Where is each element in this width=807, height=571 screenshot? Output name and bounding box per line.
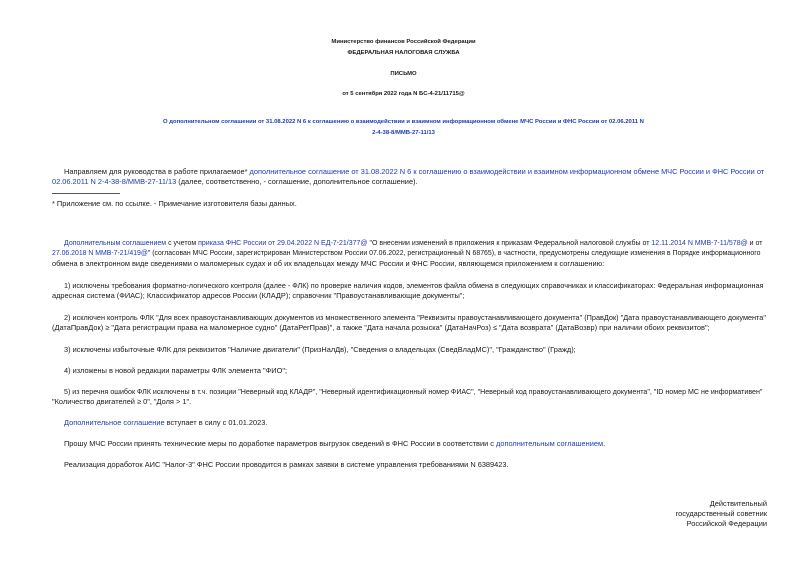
supplementary-agreement-link-4[interactable]: дополнительным соглашением: [496, 439, 604, 448]
footnote-separator: [52, 193, 120, 194]
signature-line-2: государственный советник: [675, 509, 767, 518]
supplementary-agreement-link-cont[interactable]: 02.06.2011 N 2-4-38-8/ММВ-27-11/13: [52, 177, 177, 186]
fns-order-link[interactable]: приказа ФНС России от 29.04.2022 N ЕД-7-21/377@: [198, 240, 368, 247]
item-1-line-2: адресная система (ФИАС); Классификатор адресов России (КЛАДР); справочник "Правоустанавливающие документы";: [52, 291, 465, 300]
paragraph-2-line-3: обмена в электронном виде сведениями о маломерных судах и об их владельцах между МЧС России и ФНС России, являющемся приложением к соглашению:: [52, 259, 605, 268]
p2-text-b: "О внесении изменений в приложения к приказам Федеральной налоговой службы от: [367, 240, 652, 247]
supplementary-agreement-link-2[interactable]: Дополнительным соглашением: [64, 240, 167, 247]
item-2-line-2: (ДатаПравДок) ≥ "Дата регистрации права на маломерное судно" (ДатаРегПрав)", а также "Дата начала розыска" (ДатаНачРоз) ≤ "Дата возврата" (ДатаВозвр) при наличии обоих реквизитов";: [52, 323, 710, 332]
document-title-line-1: О дополнительном соглашении от 31.08.2022 N 6 к соглашению о взаимодействии и взаимном информационном обмене МЧС России и ФНС России от 02.06.2011 N: [163, 119, 644, 125]
p2-text-c: и от: [747, 240, 763, 247]
signature-line-1: Действительный: [709, 499, 767, 508]
item-5-line-1: 5) из перечня ошибок ФЛК исключены в т.ч. позиции "Неверный код КЛАДР", "Неверный идентификационный номер ФИАС", "Неверный код правоустанавливающего документа", "ID номер МС не информативен": [64, 388, 763, 396]
item-5-line-2: "Количество двигателей ≥ 0", "Доля > 1".: [52, 397, 192, 406]
paragraph-1-line-1: [64, 167, 764, 177]
effective-date-text: вступает в силу с 01.01.2023.: [164, 418, 268, 427]
request-text: Прошу МЧС России принять технические меры по доработке параметров выгрузок сведений в ФНС России в соответствии с: [64, 439, 497, 448]
order-578-link[interactable]: 12.11.2014 N ММВ-7-11/578@: [651, 240, 748, 247]
paragraph-2-line-1: [64, 239, 762, 249]
ministry-name: Министерство финансов Российской Федерации: [331, 39, 476, 45]
effective-date-paragraph: [64, 418, 267, 428]
item-3: 3) исключены избыточные ФЛК для реквизитов "Наличие двигатели" (ПризНалДв), "Сведения о владельцах (СведВладМС)", "Гражданство" (Гражд);: [64, 345, 576, 354]
request-paragraph: [64, 439, 605, 449]
p2-text-a: с учетом: [166, 240, 199, 247]
p2-text-d: " (согласован МЧС России, зарегистрирован Министерством России 07.06.2022, регистрационный N 68765), в частности, предусмотрены следующие изменения в Порядке информационного: [147, 250, 761, 257]
footnote: * Приложение см. по ссылке. - Примечание изготовителя базы данных.: [52, 199, 297, 208]
paragraph-1-line-2: [52, 177, 418, 187]
supplementary-agreement-link[interactable]: дополнительное соглашение от 31.08.2022 N 6 к соглашению о взаимодействии и взаимном информационном обмене МЧС России и ФНС России от: [249, 167, 765, 176]
item-2-line-1: 2) исключен контроль ФЛК "Для всех правоустанавливающих документов из множественного элемента "Реквизиты правоустанавливающего документа" (ПравДок) "Дата правоустанавливающего документа": [64, 313, 766, 322]
paragraph-1-tail: (далее, соответственно, - соглашение, дополнительное соглашение).: [176, 177, 418, 186]
document-type: ПИСЬМО: [390, 71, 417, 77]
document-title-line-2: 2-4-38-8/ММВ-27-11/13: [372, 130, 435, 136]
request-end: .: [603, 439, 606, 448]
item-4: 4) изложены в новой редакции параметры ФЛК элемента "ФИО";: [64, 366, 288, 375]
service-name: ФЕДЕРАЛЬНАЯ НАЛОГОВАЯ СЛУЖБА: [347, 50, 460, 56]
paragraph-2-line-2: [52, 249, 760, 259]
order-419-link[interactable]: 27.06.2018 N ММВ-7-21/419@: [52, 250, 148, 257]
supplementary-agreement-link-3[interactable]: Дополнительное соглашение: [64, 418, 165, 427]
item-1-line-1: 1) исключены требования форматно-логического контроля (далее - ФЛК) по проверке наличия кодов, элементов файла обмена в следующих справочниках и классификаторах: Федеральная информационная: [64, 281, 764, 290]
paragraph-1-lead: Направляем для руководства в работе прилагаемое*: [64, 167, 250, 176]
signature-line-3: Российской Федерации: [686, 519, 767, 528]
document-date-number: от 5 сентября 2022 года N БС-4-21/11715@: [342, 91, 465, 97]
implementation-paragraph: Реализация доработок АИС "Налог-3" ФНС России проводится в рамках заявки в системе управления требованиями N 6389423.: [64, 460, 509, 469]
